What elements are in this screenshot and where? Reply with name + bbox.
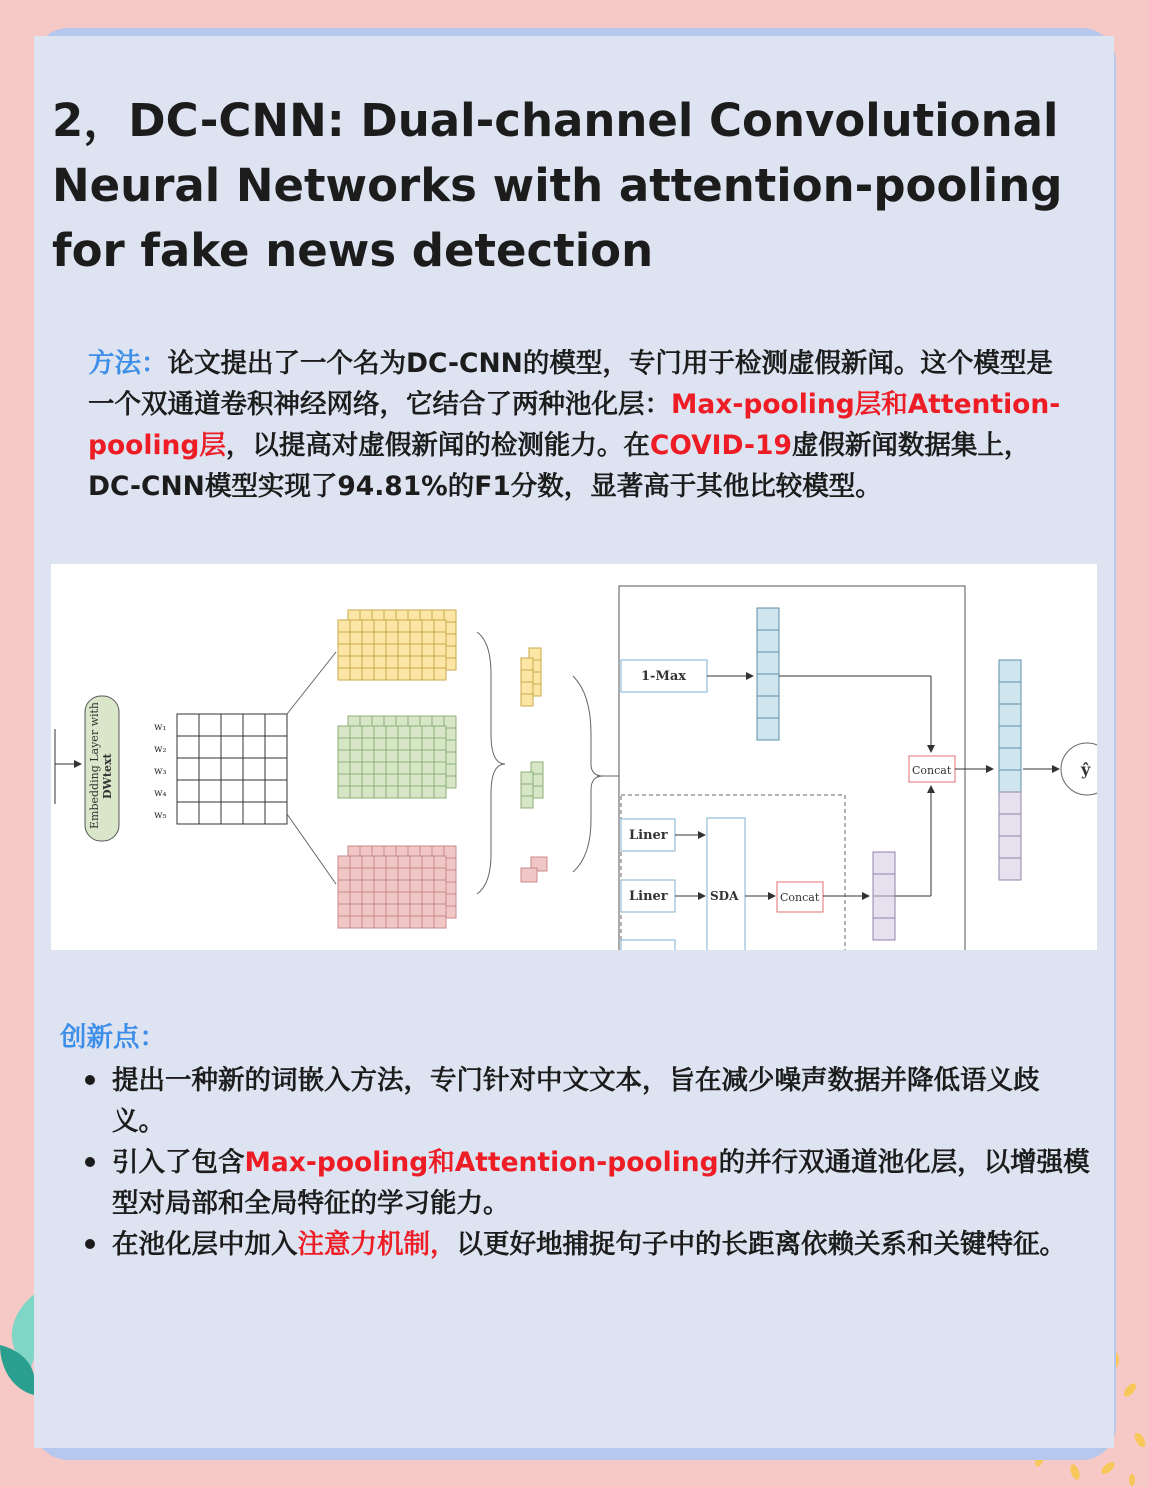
grid-cell <box>374 656 386 668</box>
grid-cell <box>265 758 287 780</box>
grid-cell <box>410 632 422 644</box>
grid-cell <box>350 868 362 880</box>
grid-cell <box>521 694 533 706</box>
grid-cell <box>362 774 374 786</box>
grid-cell <box>362 668 374 680</box>
grid-cell <box>374 620 386 632</box>
innovation-item-2 <box>80 1142 1090 1224</box>
grid-cell <box>410 668 422 680</box>
grid-cell <box>386 644 398 656</box>
grid-cell <box>386 786 398 798</box>
innovation-item-1-text: 提出一种新的词嵌入方法，专门针对中文文本，旨在减少噪声数据并降低语义歧义。 <box>112 1065 1040 1137</box>
output-label: ŷ <box>1081 760 1091 779</box>
grid-cell <box>338 916 350 928</box>
pooled-features <box>521 648 547 882</box>
grid-cell <box>338 868 350 880</box>
grid-cell <box>350 644 362 656</box>
grid-cell <box>410 726 422 738</box>
grid-cell <box>422 856 434 868</box>
grid-cell <box>362 738 374 750</box>
grid-cell <box>410 916 422 928</box>
grid-cell <box>422 750 434 762</box>
grid-cell <box>243 802 265 824</box>
grid-cell <box>374 668 386 680</box>
grid-cell <box>338 738 350 750</box>
grid-cell <box>386 632 398 644</box>
grid-cell <box>398 856 410 868</box>
grid-cell <box>199 736 221 758</box>
grid-cell <box>386 620 398 632</box>
method-label: 方法： <box>88 348 168 379</box>
grid-cell <box>422 892 434 904</box>
embedding-label-line2: DWtext <box>101 753 114 799</box>
word-label: w₄ <box>154 788 167 799</box>
grid-cell <box>398 620 410 632</box>
grid-cell <box>398 762 410 774</box>
grid-cell <box>398 656 410 668</box>
innovation-item-1 <box>80 1060 1090 1142</box>
grid-cell <box>434 916 446 928</box>
grid-cell <box>338 632 350 644</box>
grid-cell <box>374 892 386 904</box>
innovation-item-3 <box>80 1224 1090 1265</box>
grid-cell <box>398 726 410 738</box>
innovation-item-3-text-pre: 在池化层中加入 <box>112 1229 298 1260</box>
grid-cell <box>338 856 350 868</box>
grid-cell <box>434 656 446 668</box>
grid-cell <box>410 750 422 762</box>
grid-cell <box>386 738 398 750</box>
architecture-diagram <box>51 564 1097 950</box>
grid-cell <box>362 750 374 762</box>
grid-cell <box>999 726 1021 748</box>
grid-cell <box>422 656 434 668</box>
grid-cell <box>422 668 434 680</box>
grid-cell <box>338 904 350 916</box>
grid-cell <box>350 632 362 644</box>
grid-cell <box>374 644 386 656</box>
grid-cell <box>350 904 362 916</box>
grid-cell <box>434 668 446 680</box>
grid-cell <box>873 852 895 874</box>
grid-cell <box>338 762 350 774</box>
grid-cell <box>386 856 398 868</box>
page-title: 2，DC-CNN: Dual-channel Convolutional Neural Networks with attention-pooling for fake news detection <box>52 94 1063 277</box>
grid-cell <box>221 758 243 780</box>
grid-cell <box>999 836 1021 858</box>
grid-cell <box>521 670 533 682</box>
word-label: w₂ <box>154 744 167 755</box>
grid-cell <box>422 786 434 798</box>
grid-cell <box>374 868 386 880</box>
grid-cell <box>374 726 386 738</box>
grid-cell <box>999 792 1021 814</box>
grid-cell <box>199 758 221 780</box>
grid-cell <box>177 780 199 802</box>
grid-cell <box>350 620 362 632</box>
grid-cell <box>757 652 779 674</box>
grid-cell <box>422 762 434 774</box>
grid-cell <box>374 916 386 928</box>
grid-cell <box>422 774 434 786</box>
input-matrix <box>177 714 287 824</box>
grid-cell <box>386 656 398 668</box>
grid-cell <box>350 880 362 892</box>
grid-cell <box>350 750 362 762</box>
grid-cell <box>410 904 422 916</box>
grid-cell <box>374 738 386 750</box>
grid-cell <box>398 892 410 904</box>
grid-cell <box>398 880 410 892</box>
grid-cell <box>434 644 446 656</box>
grid-cell <box>362 644 374 656</box>
grid-cell <box>398 632 410 644</box>
grid-cell <box>398 644 410 656</box>
grid-cell <box>338 880 350 892</box>
grid-cell <box>422 916 434 928</box>
grid-cell <box>434 786 446 798</box>
grid-cell <box>374 786 386 798</box>
grid-cell <box>757 674 779 696</box>
one-max-label: 1-Max <box>641 669 687 684</box>
method-highlight-covid: COVID-19 <box>649 430 792 461</box>
method-text-2: ，以提高对虚假新闻的检测能力。在 <box>225 430 650 461</box>
grid-cell <box>265 736 287 758</box>
grid-cell <box>873 896 895 918</box>
grid-cell <box>999 704 1021 726</box>
grid-cell <box>386 668 398 680</box>
grid-cell <box>243 736 265 758</box>
grid-cell <box>410 774 422 786</box>
grid-cell <box>410 644 422 656</box>
grid-cell <box>362 656 374 668</box>
grid-cell <box>521 868 537 882</box>
grid-cell <box>362 880 374 892</box>
grid-cell <box>221 802 243 824</box>
grid-cell <box>338 774 350 786</box>
grid-cell <box>434 632 446 644</box>
grid-cell <box>350 774 362 786</box>
grid-cell <box>398 868 410 880</box>
grid-cell <box>757 630 779 652</box>
grid-cell <box>757 608 779 630</box>
grid-cell <box>386 750 398 762</box>
grid-cell <box>434 774 446 786</box>
grid-cell <box>199 780 221 802</box>
liner-label-1: Liner <box>629 828 668 843</box>
feature-map-yellow <box>338 610 456 680</box>
grid-cell <box>350 726 362 738</box>
grid-cell <box>362 632 374 644</box>
grid-cell <box>350 786 362 798</box>
grid-cell <box>265 714 287 736</box>
grid-cell <box>434 750 446 762</box>
grid-cell <box>199 802 221 824</box>
grid-cell <box>999 814 1021 836</box>
concatenated-vector <box>999 660 1021 880</box>
grid-cell <box>999 748 1021 770</box>
grid-cell <box>757 718 779 740</box>
grid-cell <box>999 770 1021 792</box>
grid-cell <box>362 868 374 880</box>
method-text-1: 论文提出了一个名为DC-CNN的模型，专门用于检测虚假新闻。这个模型是一个双通道卷积神经网络，它结合了两种池化层： <box>88 348 1053 420</box>
grid-cell <box>422 880 434 892</box>
max-pool-vector <box>757 608 779 740</box>
method-text-3: 虚假新闻数据集上，DC-CNN模型实现了94.81%的F1分数，显著高于其他比较模型。 <box>88 430 1031 502</box>
grid-cell <box>422 726 434 738</box>
grid-cell <box>422 904 434 916</box>
sda-label: SDA <box>710 889 739 903</box>
grid-cell <box>398 738 410 750</box>
grid-cell <box>434 726 446 738</box>
grid-cell <box>362 726 374 738</box>
grid-cell <box>265 802 287 824</box>
grid-cell <box>386 916 398 928</box>
innovation-item-3-highlight: 注意力机制， <box>297 1229 457 1260</box>
grid-cell <box>434 904 446 916</box>
grid-cell <box>177 736 199 758</box>
grid-cell <box>221 736 243 758</box>
output-node <box>1061 743 1097 795</box>
innovation-heading: 创新点： <box>60 1022 166 1053</box>
sda-box <box>707 818 745 950</box>
innovation-item-3-text-post: 以更好地捕捉句子中的长距离依赖关系和关键特征。 <box>456 1229 1066 1260</box>
grid-cell <box>410 620 422 632</box>
grid-cell <box>386 868 398 880</box>
feature-map-green <box>338 716 456 798</box>
grid-cell <box>338 668 350 680</box>
grid-cell <box>243 714 265 736</box>
grid-cell <box>398 774 410 786</box>
grid-cell <box>362 856 374 868</box>
liner-label-2: Liner <box>629 889 668 904</box>
grid-cell <box>398 786 410 798</box>
grid-cell <box>999 660 1021 682</box>
grid-cell <box>410 762 422 774</box>
grid-cell <box>434 738 446 750</box>
grid-cell <box>362 916 374 928</box>
grid-cell <box>350 762 362 774</box>
grid-cell <box>410 880 422 892</box>
innovation-item-2-highlight: Max-pooling和Attention-pooling <box>244 1147 719 1178</box>
grid-cell <box>434 856 446 868</box>
concat-main-label: Concat <box>912 764 952 777</box>
grid-cell <box>757 696 779 718</box>
grid-cell <box>243 758 265 780</box>
grid-cell <box>177 758 199 780</box>
grid-cell <box>434 620 446 632</box>
grid-cell <box>374 762 386 774</box>
grid-cell <box>410 856 422 868</box>
grid-cell <box>398 750 410 762</box>
grid-cell <box>422 632 434 644</box>
grid-cell <box>177 802 199 824</box>
grid-cell <box>362 786 374 798</box>
grid-cell <box>199 714 221 736</box>
grid-cell <box>386 880 398 892</box>
grid-cell <box>422 620 434 632</box>
grid-cell <box>398 668 410 680</box>
attention-vector <box>873 852 895 940</box>
grid-cell <box>374 750 386 762</box>
word-label: w₃ <box>154 766 167 777</box>
grid-cell <box>434 868 446 880</box>
grid-cell <box>410 892 422 904</box>
grid-cell <box>422 868 434 880</box>
grid-cell <box>410 738 422 750</box>
grid-cell <box>434 762 446 774</box>
grid-cell <box>386 726 398 738</box>
grid-cell <box>410 786 422 798</box>
grid-cell <box>374 904 386 916</box>
grid-cell <box>521 772 533 784</box>
grid-cell <box>243 780 265 802</box>
grid-cell <box>362 762 374 774</box>
grid-cell <box>521 658 533 670</box>
grid-cell <box>338 892 350 904</box>
grid-cell <box>338 644 350 656</box>
grid-cell <box>999 858 1021 880</box>
grid-cell <box>374 856 386 868</box>
method-highlight-pooling: Max-pooling层和Attention-pooling层 <box>88 389 1061 461</box>
grid-cell <box>374 774 386 786</box>
grid-cell <box>434 892 446 904</box>
grid-cell <box>410 656 422 668</box>
grid-cell <box>350 916 362 928</box>
method-paragraph <box>88 343 1068 507</box>
grid-cell <box>338 750 350 762</box>
grid-cell <box>177 714 199 736</box>
grid-cell <box>386 774 398 786</box>
grid-cell <box>422 644 434 656</box>
grid-cell <box>398 916 410 928</box>
grid-cell <box>362 904 374 916</box>
innovation-item-2-text-post: 的并行双通道池化层，以增强模型对局部和全局特征的学习能力。 <box>112 1147 1090 1219</box>
grid-cell <box>338 786 350 798</box>
grid-cell <box>521 682 533 694</box>
grid-cell <box>410 868 422 880</box>
innovation-item-2-text-pre: 引入了包含 <box>112 1147 245 1178</box>
grid-cell <box>338 656 350 668</box>
grid-cell <box>521 784 533 796</box>
grid-cell <box>873 874 895 896</box>
grid-cell <box>221 780 243 802</box>
grid-cell <box>422 738 434 750</box>
grid-cell <box>350 892 362 904</box>
brace <box>477 632 505 894</box>
grid-cell <box>362 620 374 632</box>
grid-cell <box>386 762 398 774</box>
grid-cell <box>386 892 398 904</box>
grid-cell <box>338 620 350 632</box>
grid-cell <box>398 904 410 916</box>
grid-cell <box>434 880 446 892</box>
grid-cell <box>374 880 386 892</box>
word-label: w₁ <box>154 722 167 733</box>
architecture-figure <box>51 564 1097 950</box>
grid-cell <box>521 796 533 808</box>
grid-cell <box>221 714 243 736</box>
grid-cell <box>338 726 350 738</box>
embedding-label-line1: Embedding Layer with <box>88 701 101 829</box>
word-label: w₅ <box>154 810 167 821</box>
grid-cell <box>374 632 386 644</box>
innovation-list <box>80 1060 1090 1265</box>
grid-cell <box>386 904 398 916</box>
grid-cell <box>350 738 362 750</box>
grid-cell <box>350 856 362 868</box>
grid-cell <box>350 656 362 668</box>
grid-cell <box>362 892 374 904</box>
grid-cell <box>999 682 1021 704</box>
grid-cell <box>873 918 895 940</box>
grid-cell <box>265 780 287 802</box>
grid-cell <box>350 668 362 680</box>
feature-map-pink <box>338 846 456 928</box>
concat-inner-label: Concat <box>780 891 820 904</box>
